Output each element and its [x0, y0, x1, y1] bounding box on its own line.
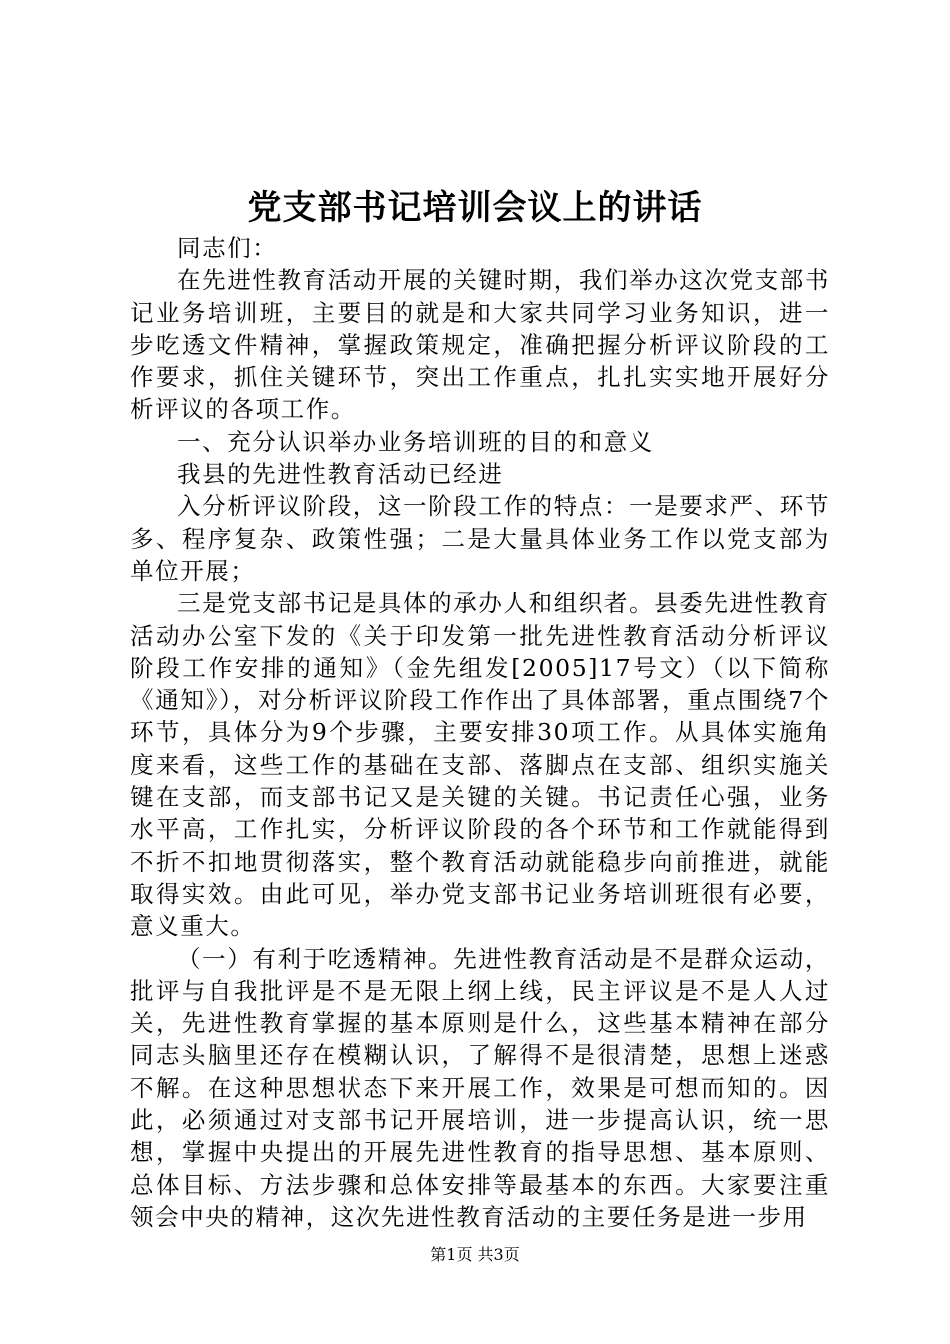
page-number-footer: 第1页 共3页 [430, 1245, 520, 1264]
body-paragraph: （一）有利于吃透精神。先进性教育活动是不是群众运动，批评与自我批评是不是无限上纲上线，民主评议是不是人人过关，先进性教育掌握的基本原则是什么，这些基本精神在部分同志头脑里还存在模糊认识，了解得不是很清楚，思想上迷惑不解。在这种思想状态下来开展工作，效果是可想而知的。因此，必须通过对支部书记开展培训，进一步提高认识，统一思想，掌握中央提出的开展先进性教育的指导思想、基本原则、总体目标、方法步骤和总体安排等最基本的东西。大家要注重领会中央的精神，这次先进性教育活动的主要任务是进一步用 [130, 944, 830, 1231]
document-title: 党支部书记培训会议上的讲话 [247, 188, 703, 228]
body-paragraph: 三是党支部书记是具体的承办人和组织者。县委先进性教育活动办公室下发的《关于印发第一批先进性教育活动分析评议阶段工作安排的通知》（金先组发[2005]17号文）（以下简称《通知》），对分析评议阶段工作作出了具体部署，重点围绕7个环节，具体分为9个步骤，主要安排30项工作。从具体实施角度来看，这些工作的基础在支部、落脚点在支部、组织实施关键在支部，而支部书记又是关键的关键。书记责任心强，业务水平高，工作扎实，分析评议阶段的各个环节和工作就能得到不折不扣地贯彻落实，整个教育活动就能稳步向前推进，就能取得实效。由此可见，举办党支部书记业务培训班很有必要，意义重大。 [130, 589, 830, 941]
section-heading: 一、充分认识举办业务培训班的目的和意义 [177, 427, 654, 456]
body-paragraph: 入分析评议阶段，这一阶段工作的特点：一是要求严、环节多、程序复杂、政策性强；二是大量具体业务工作以党支部为单位开展； [130, 492, 830, 585]
body-paragraph: 我县的先进性教育活动已经进 [177, 460, 504, 489]
salutation-paragraph: 同志们： [177, 234, 278, 262]
intro-paragraph: 在先进性教育活动开展的关键时期，我们举办这次党支部书记业务培训班，主要目的就是和大家共同学习业务知识，进一步吃透文件精神，掌握政策规定，准确把握分析评议阶段的工作要求，抓住关键环节，突出工作重点，扎扎实实地开展好分析评议的各项工作。 [130, 266, 830, 424]
document-body [130, 232, 830, 1233]
